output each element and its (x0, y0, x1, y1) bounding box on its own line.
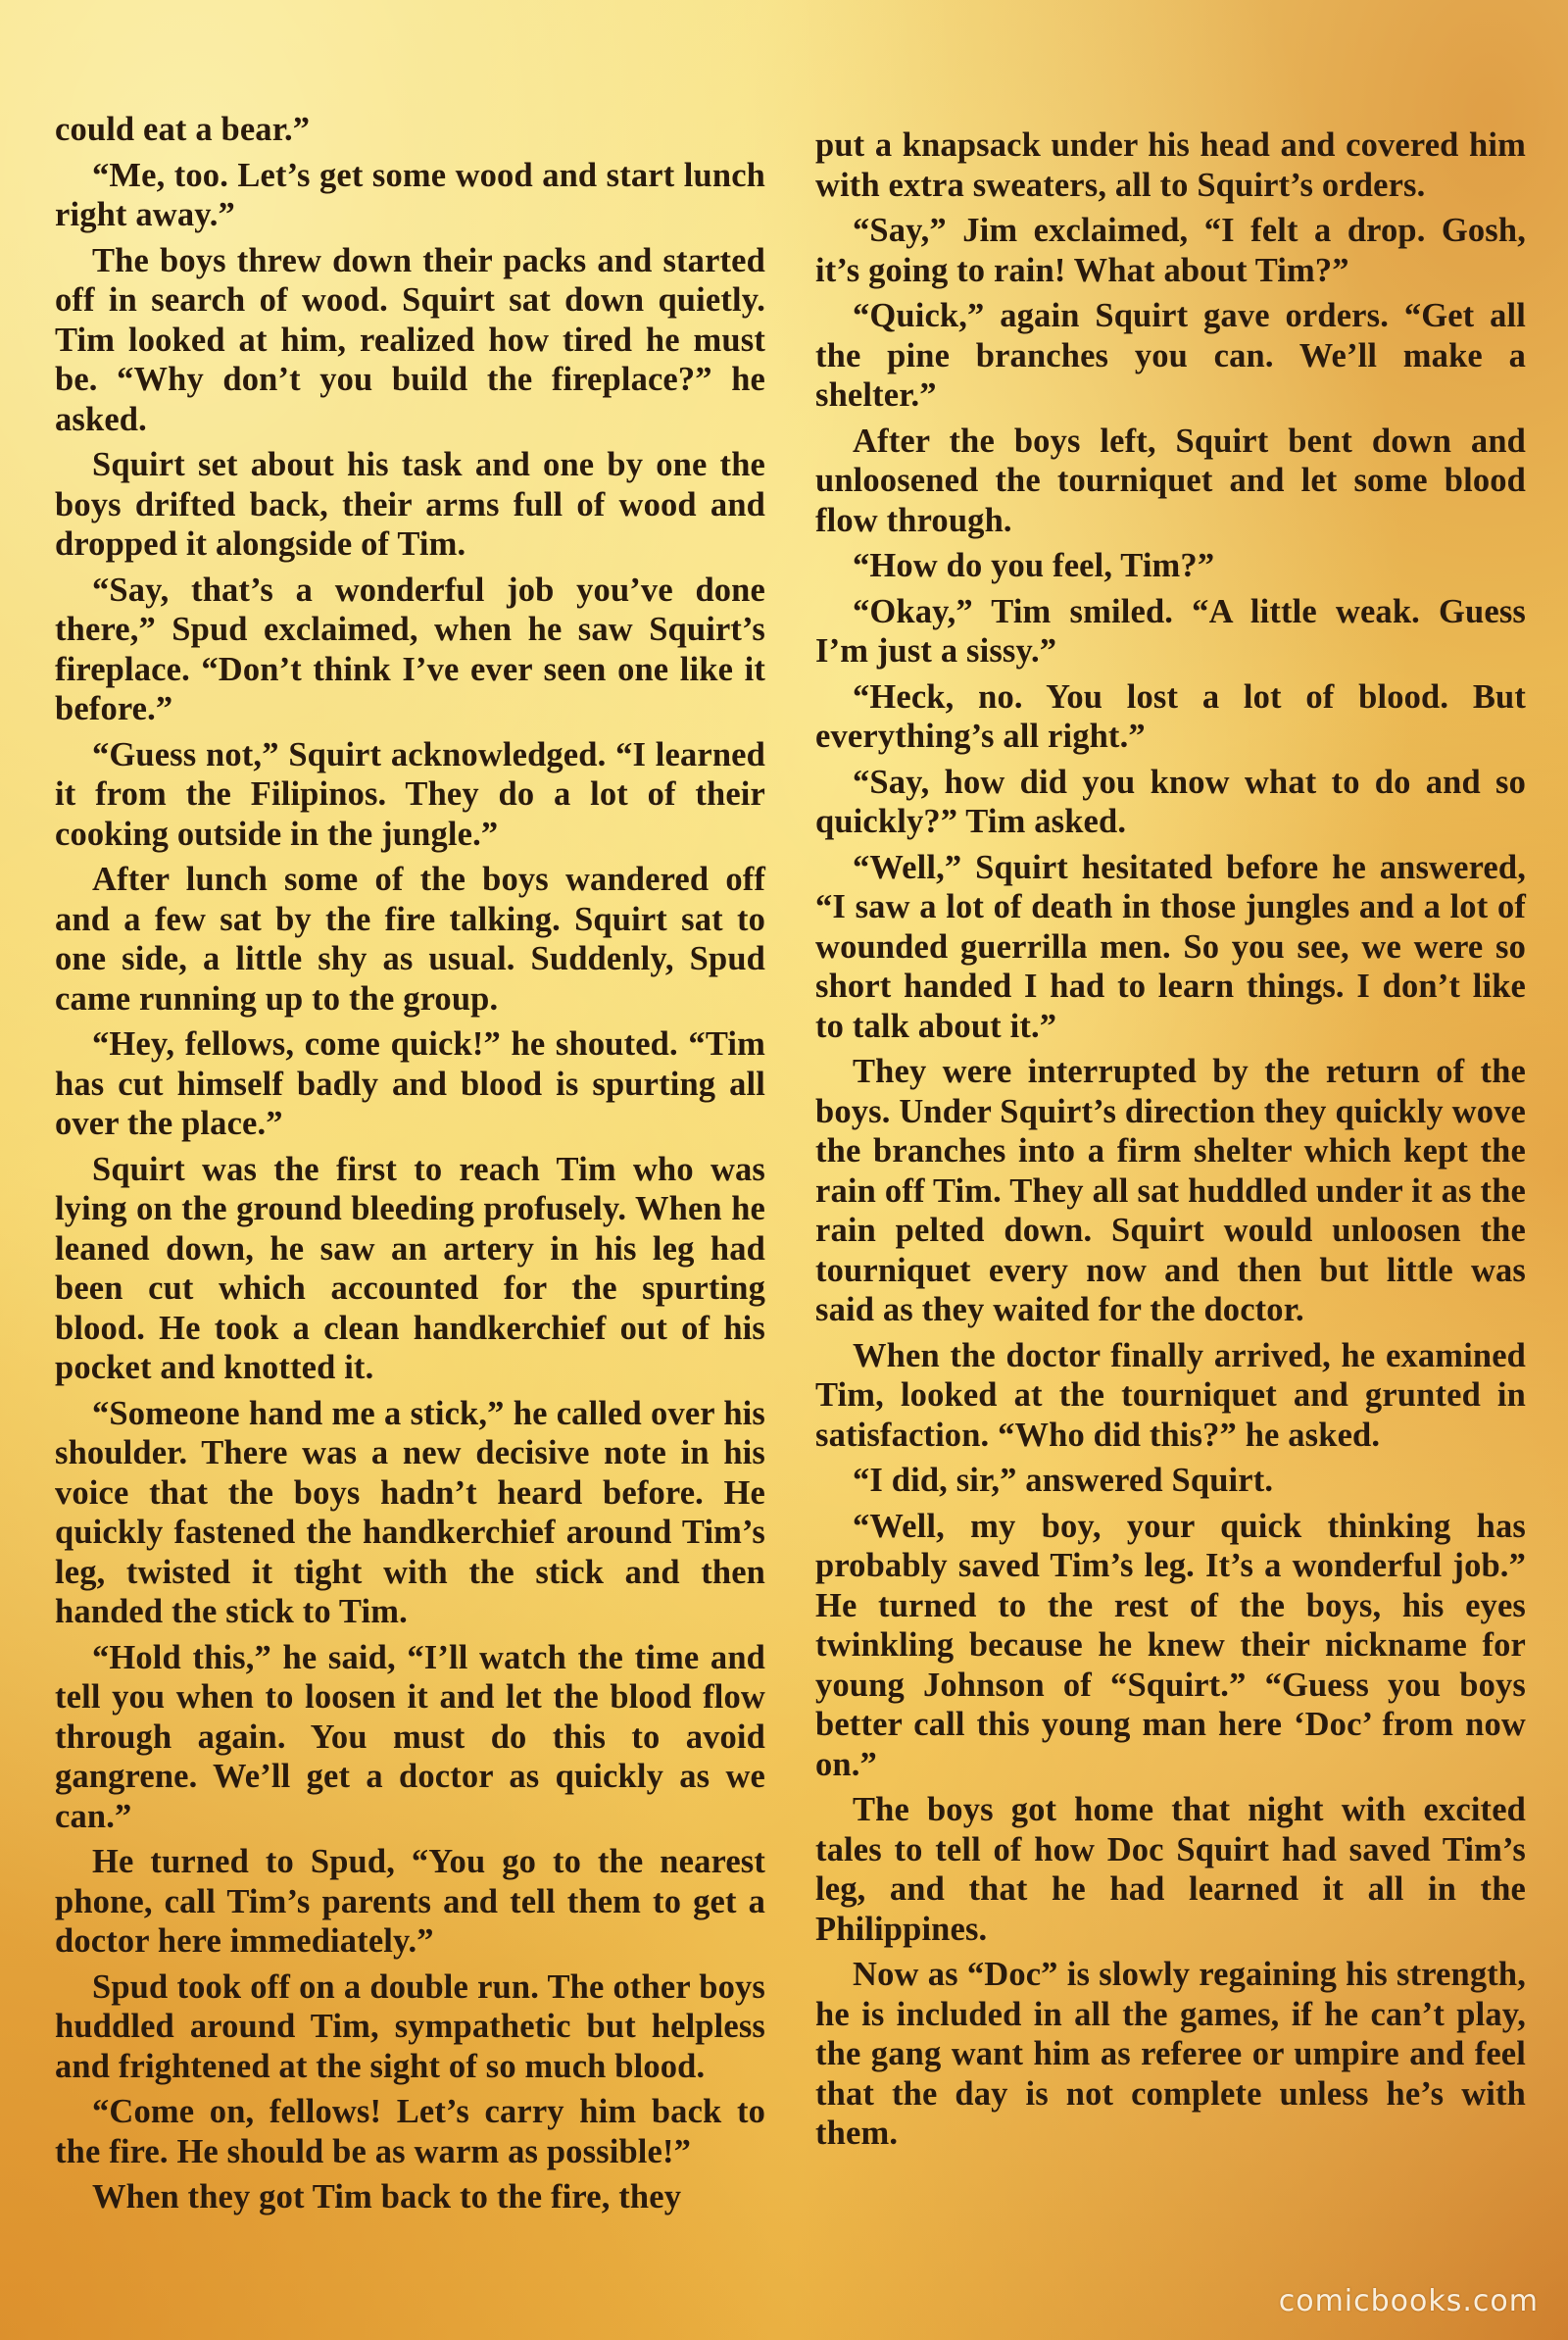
text-column-right (815, 125, 1526, 2160)
paragraph: “Hold this,” he said, “I’ll watch the time and tell you when to loosen it and let the blood flow through again. You must do this to avoid gangrene. We’ll get a doctor as quickly as we can.” (55, 1638, 765, 1835)
paragraph: Spud took off on a double run. The other boys huddled around Tim, sympathetic but helpless and frightened at the sight of so much blood. (55, 1967, 765, 2085)
paragraph: “Quick,” again Squirt gave orders. “Get all the pine branches you can. We’ll make a shelter.” (815, 297, 1526, 414)
paragraph: “I did, sir,” answered Squirt. (853, 1462, 1274, 1499)
paragraph: “Well,” Squirt hesitated before he answered, “I saw a lot of death in those jungles and a lot of wounded guerrilla men. So you see, we were so short handed I had to learn things. I don’t like to talk about it.” (815, 848, 1526, 1045)
paragraph: “Come on, fellows! Let’s carry him back to the fire. He should be as warm as possible!” (55, 2093, 765, 2170)
paragraph: “Well, my boy, your quick thinking has probably saved Tim’s leg. It’s a wonderful job.” He turned to the rest of the boys, his eyes twinkling because he knew their nickname for young Johnson of “Squirt.” “Guess you boys better call this young man here ‘Doc’ from now on.” (815, 1507, 1526, 1783)
paragraph: The boys threw down their packs and started off in search of wood. Squirt sat down quietly. Tim looked at him, realized how tired he must be. “Why don’t you build the fireplace?” he asked. (55, 241, 765, 438)
paragraph: “Hey, fellows, come quick!” he shouted. “Tim has cut himself badly and blood is spurting all over the place.” (55, 1025, 765, 1142)
paragraph: “Me, too. Let’s get some wood and start lunch right away.” (55, 156, 765, 233)
paragraph: When they got Tim back to the fire, they (92, 2178, 682, 2216)
paragraph: put a knapsack under his head and covered him with extra sweaters, all to Squirt’s orders. (815, 126, 1526, 204)
paragraph: Squirt was the first to reach Tim who was lying on the ground bleeding profusely. When he leaned down, he saw an artery in his leg had been cut which accounted for the spurting blood. He took a clean handkerchief out of his pocket and knotted it. (55, 1150, 765, 1386)
paragraph: When the doctor finally arrived, he examined Tim, looked at the tourniquet and grunted in satisfaction. “Who did this?” he asked. (815, 1336, 1526, 1454)
watermark: comicbooks.com (1278, 2284, 1539, 2318)
text-column-left (55, 110, 765, 2223)
paragraph: Squirt set about his task and one by one the boys drifted back, their arms full of wood and dropped it alongside of Tim. (55, 446, 765, 563)
paragraph: “Say, that’s a wonderful job you’ve done there,” Spud exclaimed, when he saw Squirt’s fireplace. “Don’t think I’ve ever seen one like it before.” (55, 571, 765, 727)
paragraph: could eat a bear.” (55, 111, 311, 148)
paragraph: They were interrupted by the return of the boys. Under Squirt’s direction they quickly wove the branches into a firm shelter which kept the rain off Tim. They all sat huddled under it as the rain pelted down. Squirt would unloosen the tourniquet every now and then but little was said as they waited for the doctor. (815, 1053, 1526, 1328)
paragraph: “How do you feel, Tim?” (853, 547, 1215, 584)
paragraph: “Heck, no. You lost a lot of blood. But everything’s all right.” (815, 677, 1526, 755)
paragraph: After the boys left, Squirt bent down and unloosened the tourniquet and let some blood flow through. (815, 422, 1526, 539)
paragraph: “Say,” Jim exclaimed, “I felt a drop. Gosh, it’s going to rain! What about Tim?” (815, 212, 1526, 289)
paragraph: “Say, how did you know what to do and so quickly?” Tim asked. (815, 763, 1526, 840)
paragraph: After lunch some of the boys wandered off and a few sat by the fire talking. Squirt sat to one side, a little shy as usual. Suddenly, Spud came running up to the group. (55, 861, 765, 1018)
paragraph: “Guess not,” Squirt acknowledged. “I learned it from the Filipinos. They do a lot of their cooking outside in the jungle.” (55, 735, 765, 853)
paragraph: “Okay,” Tim smiled. “A little weak. Guess I’m just a sissy.” (815, 592, 1526, 670)
paragraph: “Someone hand me a stick,” he called over his shoulder. There was a new decisive note in his voice that the boys hadn’t heard before. He quickly fastened the handkerchief around Tim’s leg, twisted it tight with the stick and then handed the stick to Tim. (55, 1394, 765, 1630)
paragraph: He turned to Spud, “You go to the nearest phone, call Tim’s parents and tell them to get a doctor here immediately.” (55, 1843, 765, 1960)
paragraph: The boys got home that night with excited tales to tell of how Doc Squirt had saved Tim’s leg, and that he had learned it all in the Philippines. (815, 1791, 1526, 1948)
paragraph: Now as “Doc” is slowly regaining his strength, he is included in all the games, if he can’t play, the gang want him as referee or umpire and feel that the day is not complete unless he’s with them. (815, 1956, 1526, 2152)
